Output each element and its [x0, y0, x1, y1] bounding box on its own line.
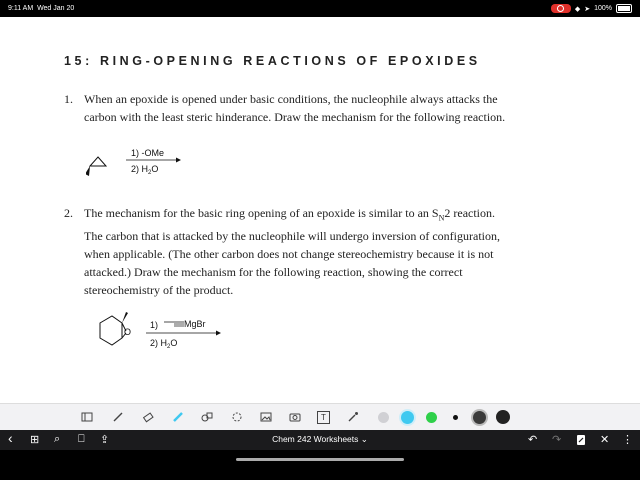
laser-pointer-icon[interactable]: [346, 410, 360, 424]
wifi-icon: ◆: [574, 5, 581, 13]
close-icon[interactable]: ✕: [600, 434, 610, 446]
color-swatch-gray[interactable]: [376, 410, 390, 424]
q1-text: [84, 90, 505, 126]
document-title[interactable]: [0, 434, 640, 445]
stroke-size-large[interactable]: [496, 410, 510, 424]
atom-oxygen: O: [124, 327, 132, 337]
status-bar: [0, 0, 640, 17]
methyl-wedge: [122, 312, 128, 323]
chevron-down-icon: ⌄: [360, 434, 368, 444]
status-time: [8, 5, 74, 12]
page-view-icon[interactable]: [80, 410, 94, 424]
annotation-toolbar: [0, 403, 640, 431]
q2-line-1: [84, 204, 500, 227]
q2-line-1-b: 2 reaction.: [444, 206, 496, 220]
q2-line: The carbon that is attacked by the nucleophile will undergo inversion of configuration,: [84, 229, 500, 244]
color-swatch-green[interactable]: [424, 410, 438, 424]
redo-icon[interactable]: ↷: [552, 434, 562, 446]
worksheet-title: 15: RING-OPENING REACTIONS OF EPOXIDES: [64, 54, 481, 68]
q2-reagent-mgbr: MgBr: [184, 319, 206, 329]
location-icon: ➤: [584, 5, 591, 13]
home-area: [0, 450, 640, 480]
status-date: Wed Jan 20: [37, 5, 75, 12]
edit-mode-icon[interactable]: [576, 434, 586, 449]
battery-icon: [616, 4, 632, 13]
wedge-bond: [86, 166, 90, 176]
status-right: [551, 4, 632, 13]
camera-tool-icon[interactable]: [288, 410, 302, 424]
document-page[interactable]: [0, 17, 640, 403]
q2-reagent-1: 1): [150, 320, 159, 330]
q1-line: carbon with the least steric hinderance. Draw the mechanism for the following reaction.: [84, 110, 506, 124]
q2-text: [84, 204, 500, 299]
grid-view-icon[interactable]: ⊞: [30, 434, 40, 446]
reaction-arrow-head: [216, 331, 221, 336]
stroke-size-small[interactable]: [448, 410, 462, 424]
swatch-dot: [426, 412, 437, 423]
q1-reaction-scheme: [86, 145, 196, 185]
epoxide-ring: [90, 157, 106, 166]
share-icon[interactable]: ⇪: [100, 434, 110, 446]
q2-line: when applicable. (The other carbon does not change stereochemistry because it is not: [84, 247, 494, 262]
q2-reaction-scheme: [84, 310, 234, 360]
home-indicator[interactable]: [236, 458, 404, 461]
highlighter-tool-icon[interactable]: [171, 410, 185, 424]
pen-tool-icon[interactable]: [111, 410, 125, 424]
cyclohexane-ring: [100, 316, 122, 345]
q2-number: 2.: [64, 206, 73, 220]
battery-percent: 100%: [594, 5, 612, 12]
q2-line: stereochemistry of the product.: [84, 283, 234, 298]
back-icon[interactable]: ‹: [8, 430, 13, 446]
q1-reagent-2: 2) $H_2O$: [131, 164, 159, 176]
status-clock: 9:11 AM: [8, 5, 34, 12]
swatch-dot: [401, 411, 414, 424]
q1-line: When an epoxide is opened under basic conditions, the nucleophile always attacks the: [84, 92, 498, 106]
screen-record-icon[interactable]: [551, 4, 571, 13]
search-icon[interactable]: ⌕: [54, 433, 61, 445]
q1-reagent-1: 1) -OMe: [131, 148, 165, 158]
bookmark-icon[interactable]: ⎕: [78, 433, 85, 445]
text-tool-icon[interactable]: T: [317, 411, 330, 424]
more-icon[interactable]: ⋮: [622, 434, 633, 446]
undo-icon[interactable]: ↶: [528, 434, 538, 446]
q2-line-1-a: The mechanism for the basic ring opening of an epoxide is similar to an S: [84, 206, 439, 220]
color-swatch-cyan[interactable]: [400, 410, 414, 424]
swatch-dot: [378, 412, 389, 423]
stroke-size-medium[interactable]: [472, 410, 486, 424]
q2-line-1-sub: N: [438, 213, 445, 223]
swatch-dot: [473, 411, 486, 424]
reaction-arrow-head: [176, 158, 181, 163]
swatch-dot: [496, 410, 510, 424]
q2-reagent-2: 2) $H_2O$: [150, 338, 178, 350]
lasso-tool-icon[interactable]: [230, 410, 244, 424]
q2-line: attacked.) Draw the mechanism for the following reaction, showing the correct: [84, 265, 463, 280]
swatch-dot: [453, 415, 458, 420]
eraser-tool-icon[interactable]: [141, 410, 155, 424]
q1-number: 1.: [64, 92, 73, 106]
image-tool-icon[interactable]: [259, 410, 273, 424]
shapes-tool-icon[interactable]: [200, 410, 214, 424]
navigation-bar: [0, 430, 640, 450]
document-title-text: Chem 242 Worksheets: [272, 434, 359, 444]
